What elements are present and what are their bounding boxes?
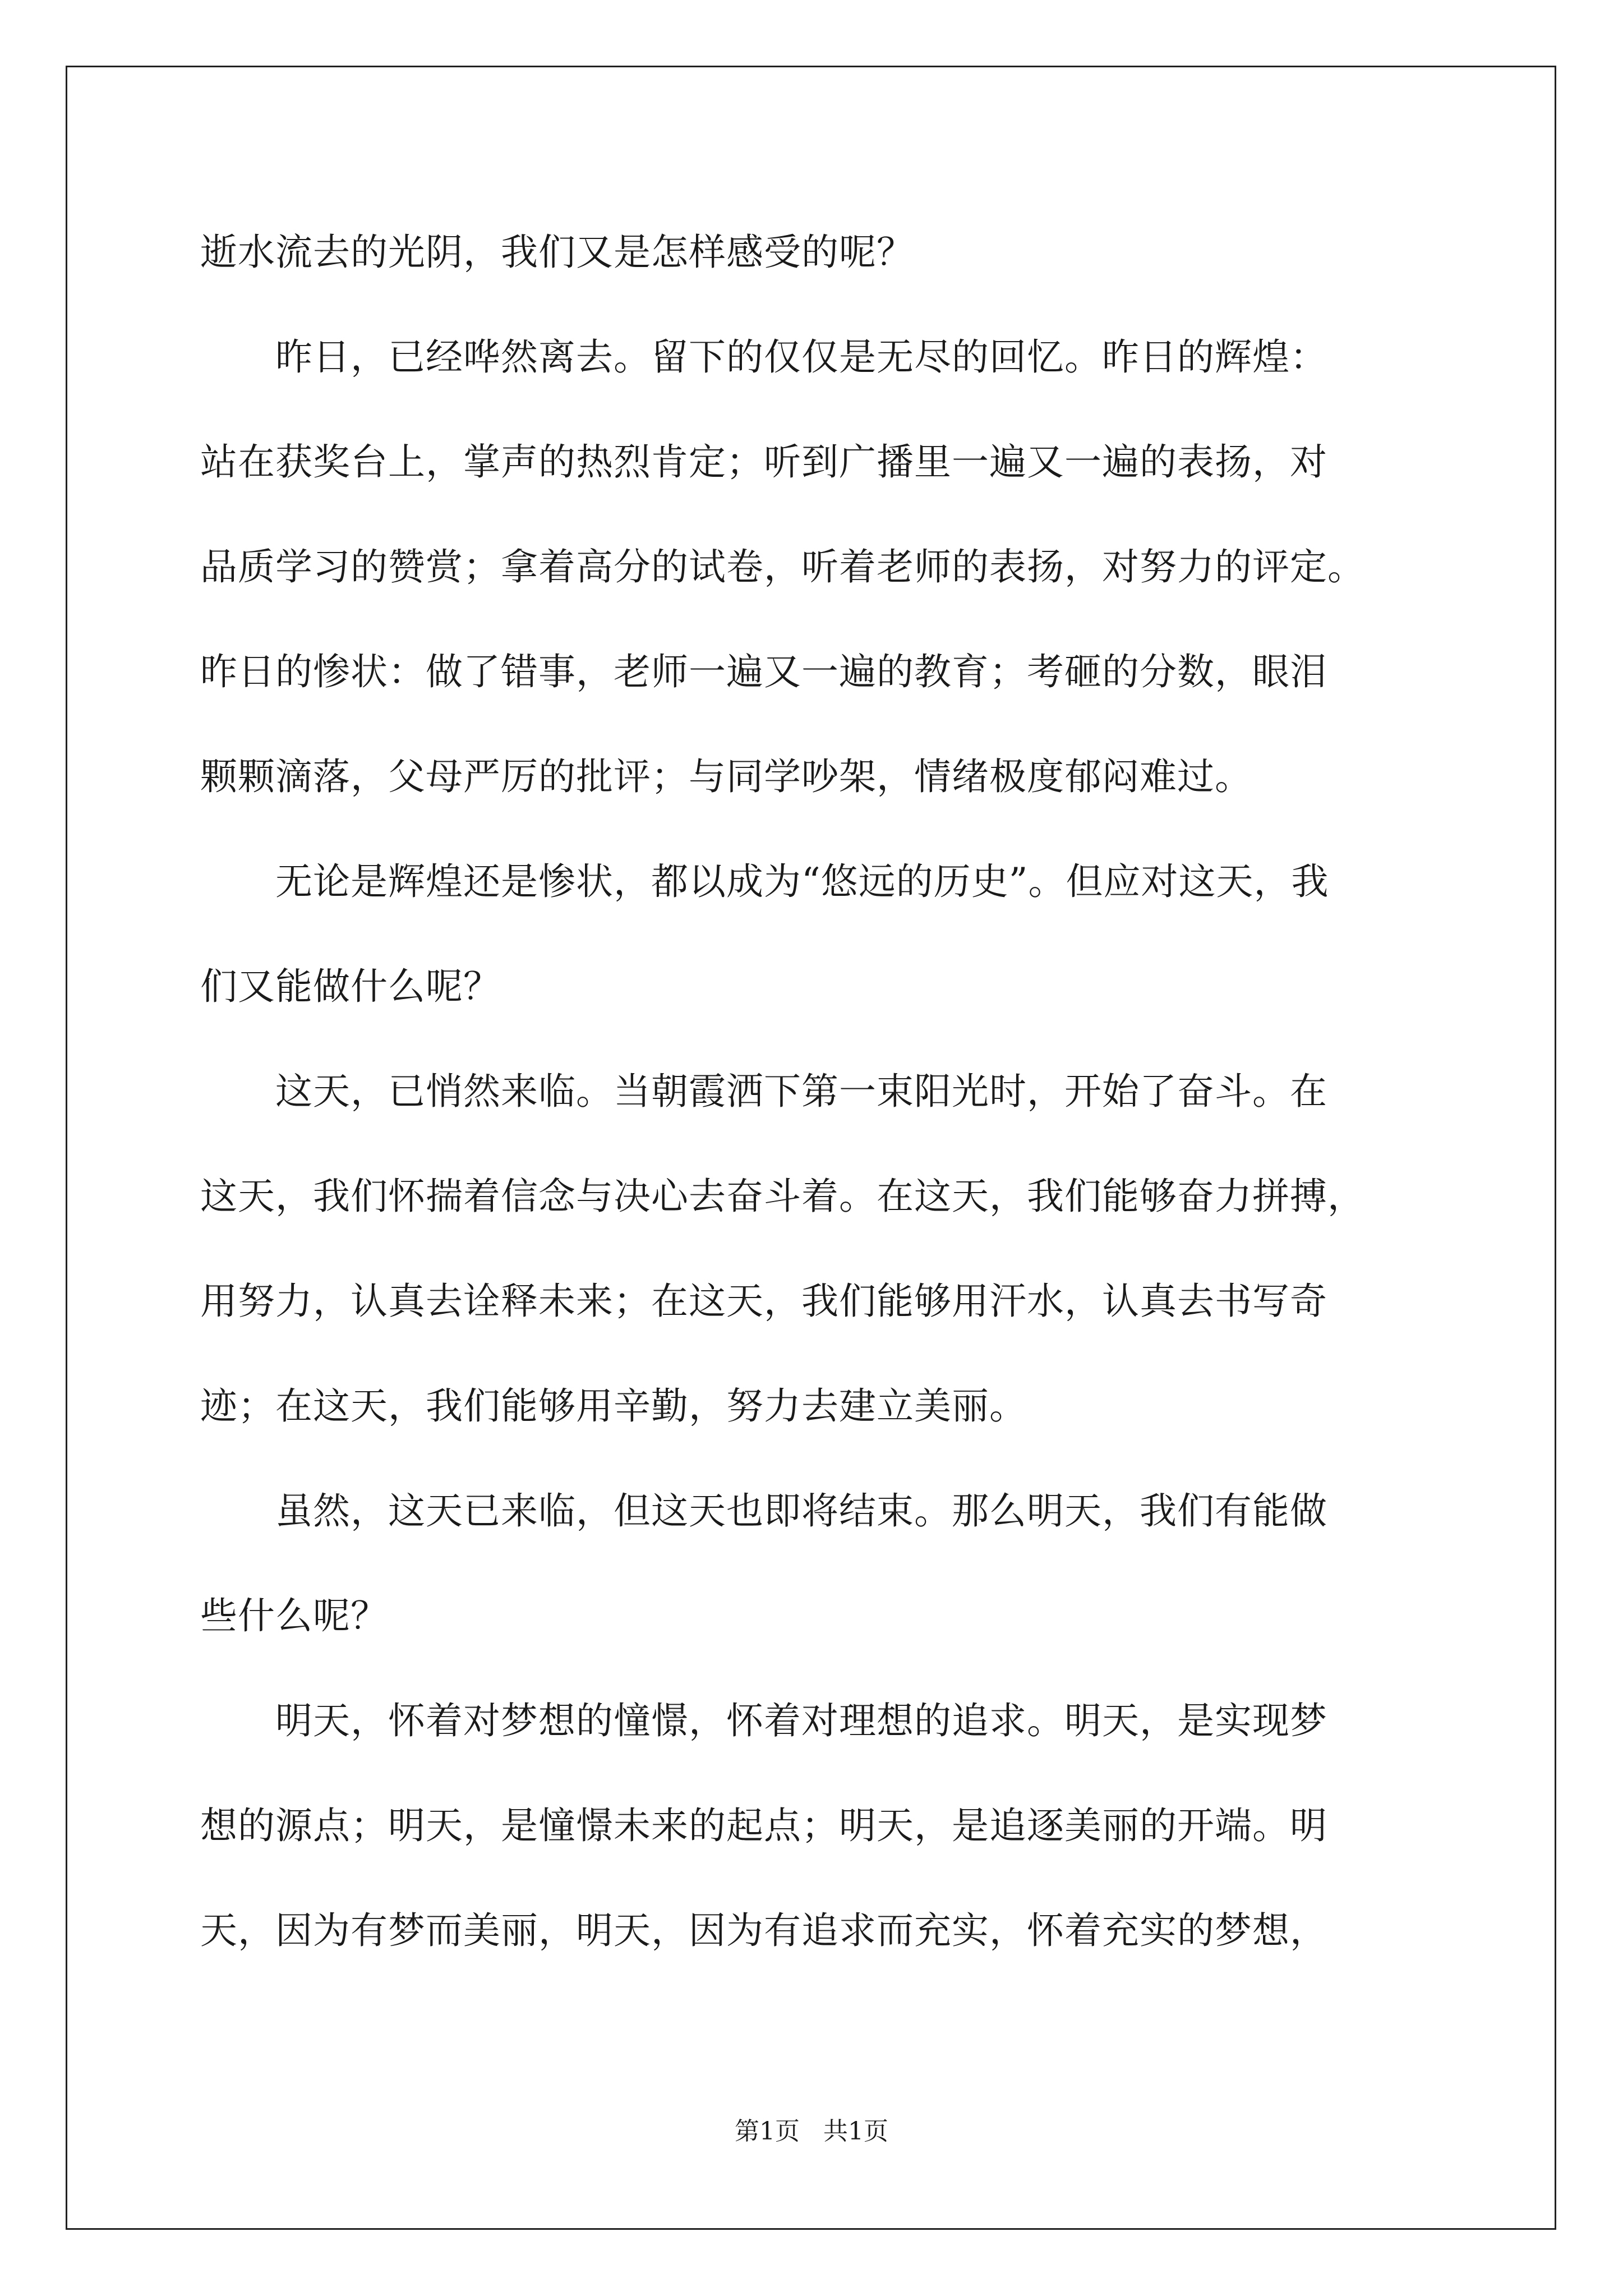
text-line: 昨日，已经哗然离去。留下的仅仅是无尽的回忆。昨日的辉煌： <box>200 335 1327 379</box>
text-line: 虽然，这天已来临，但这天也即将结束。那么明天，我们有能做 <box>200 1489 1327 1533</box>
text-line: 无论是辉煌还是惨状，都以成为“悠远的历史”。但应对这天，我 <box>200 860 1329 903</box>
text-line: 明天，怀着对梦想的憧憬，怀着对理想的追求。明天，是实现梦 <box>200 1699 1327 1742</box>
page-footer: 第1页 共1页 <box>735 2117 888 2146</box>
text-line: 迹；在这天，我们能够用辛勤，努力去建立美丽。 <box>200 1384 1027 1428</box>
text-line: 昨日的惨状：做了错事，老师一遍又一遍的教育；考砸的分数，眼泪 <box>200 650 1327 693</box>
text-line: 用努力，认真去诠释未来；在这天，我们能够用汗水，认真去书写奇 <box>200 1280 1327 1323</box>
page-border <box>66 66 1556 2230</box>
text-line: 颗颗滴落，父母严厉的批评；与同学吵架，情绪极度郁闷难过。 <box>200 755 1252 798</box>
text-line: 品质学习的赞赏；拿着高分的试卷，听着老师的表扬，对努力的评定。 <box>200 545 1365 588</box>
text-line: 们又能做什么呢？ <box>200 965 501 1008</box>
text-line: 天，因为有梦而美丽，明天，因为有追求而充实，怀着充实的梦想， <box>200 1909 1327 1952</box>
text-line: 些什么呢？ <box>200 1594 388 1637</box>
text-line: 这天，我们怀揣着信念与决心去奋斗着。在这天，我们能够奋力拼搏， <box>200 1175 1365 1218</box>
text-line: 这天，已悄然来临。当朝霞洒下第一束阳光时，开始了奋斗。在 <box>200 1070 1327 1113</box>
text-line: 站在获奖台上，掌声的热烈肯定；听到广播里一遍又一遍的表扬，对 <box>200 440 1327 484</box>
text-line: 逝水流去的光阴，我们又是怎样感受的呢？ <box>200 231 914 274</box>
text-line: 想的源点；明天，是憧憬未来的起点；明天，是追逐美丽的开端。明 <box>200 1804 1327 1847</box>
